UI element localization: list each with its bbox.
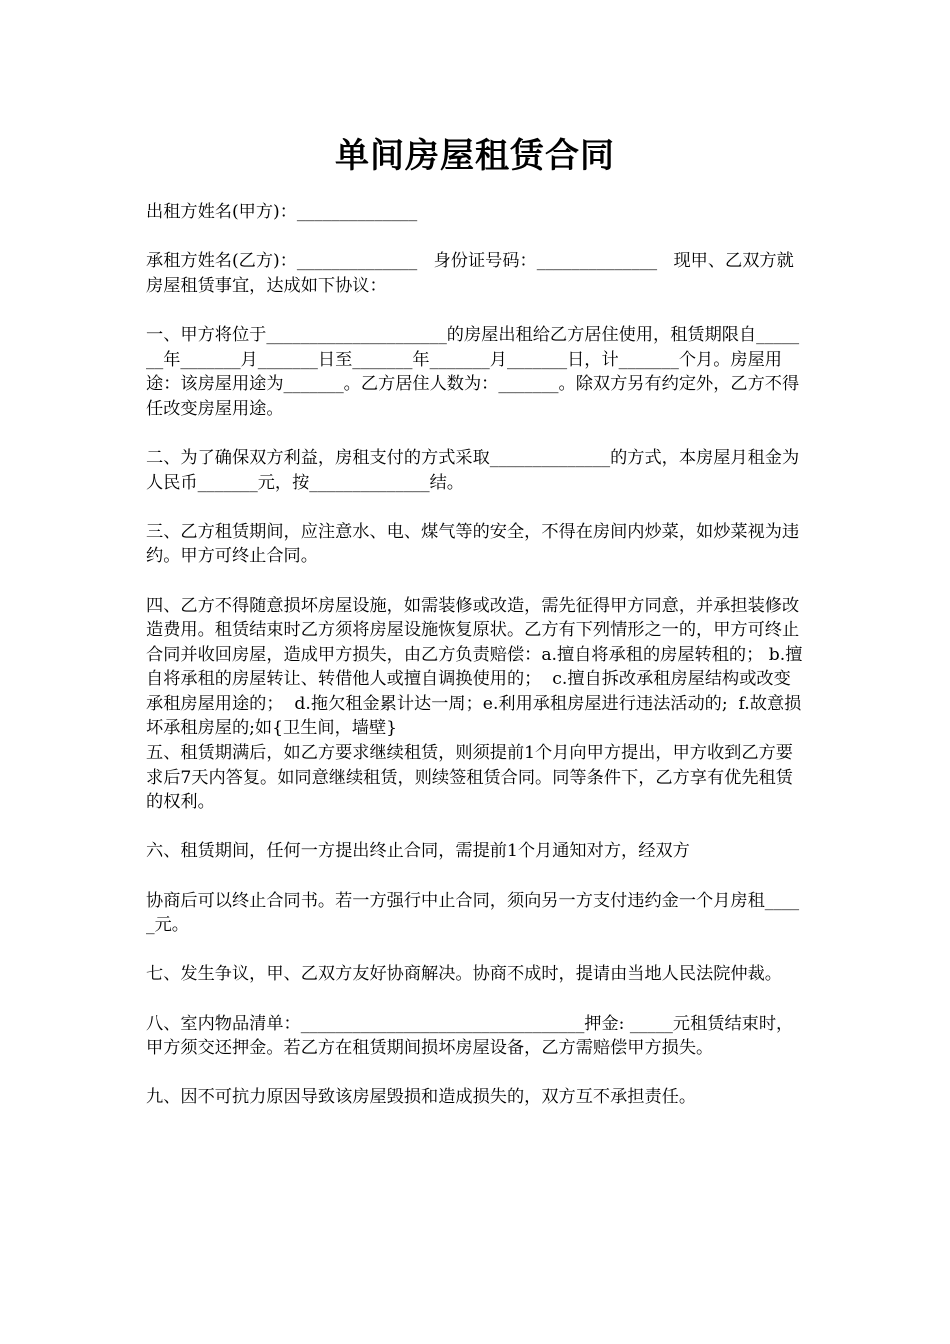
clause-4: 四、乙方不得随意损坏房屋设施，如需装修或改造，需先征得甲方同意，并承担装修改造费用。租赁结束时乙方须将房屋设施恢复原状。乙方有下列情形之一的，甲方可终止合同并收回房屋，造成甲方损失，由乙方负责赔偿：a.擅自将承租的房屋转租的； b.擅自将承租的房屋转让、转借他人或擅自调换使用的； c.擅自拆改承租房屋结构或改变承租房屋用途的； d.拖欠租金累计达一周；e.利用承租房屋进行违法活动的; f.故意损坏承租房屋的;如{卫生间，墙壁} <box>146 595 803 739</box>
clause-3: 三、乙方租赁期间，应注意水、电、煤气等的安全，不得在房间内炒菜，如炒菜视为违约。甲方可终止合同。 <box>146 521 800 567</box>
contract-body <box>146 200 806 1110</box>
clause-2: 二、为了确保双方利益，房租支付的方式采取______________的方式，本房屋月租金为人民币_______元，按______________结。 <box>146 447 800 493</box>
clause-6-first: 六、租赁期间，任何一方提出终止合同，需提前1个月通知对方，经双方 <box>146 841 690 862</box>
clause-7: 七、发生争议，甲、乙双方友好协商解决。协商不成时，提请由当地人民法院仲裁。 <box>146 964 782 985</box>
clause-9: 九、因不可抗力原因导致该房屋毁损和造成损失的，双方互不承担责任。 <box>146 1087 697 1108</box>
clause-1: 一、甲方将位于_____________________的房屋出租给乙方居住使用，租赁期限自_______年_______月_______日至_______年_______月_______日，计_______个月。房屋用途：该房屋用途为_______。乙方居住人数为：_______。除双方另有约定外，乙方不得任改变房屋用途。 <box>146 324 800 419</box>
lessor-line: 出租方姓名(甲方)：______________ <box>146 202 418 222</box>
clause-8: 八、室内物品清单：_________________________________押金: _____元租赁结束时，甲方须交还押金。若乙方在租赁期间损坏房屋设备，乙方需赔偿甲方损失。 <box>146 1013 794 1059</box>
clause-5: 五、租赁期满后，如乙方要求继续租赁，则须提前1个月向甲方提出，甲方收到乙方要求后7天内答复。如同意继续租赁，则续签租赁合同。同等条件下，乙方享有优先租赁的权利。 <box>146 743 793 813</box>
clause-6-second: 协商后可以终止合同书。若一方强行中止合同，须向另一方支付违约金一个月房租_____元。 <box>146 890 800 936</box>
lessee-line: 承租方姓名(乙方)：______________ 身份证号码：______________ 现甲、乙双方就房屋租赁事宜，达成如下协议： <box>146 251 794 296</box>
document-title: 单间房屋租赁合同 <box>335 136 615 176</box>
